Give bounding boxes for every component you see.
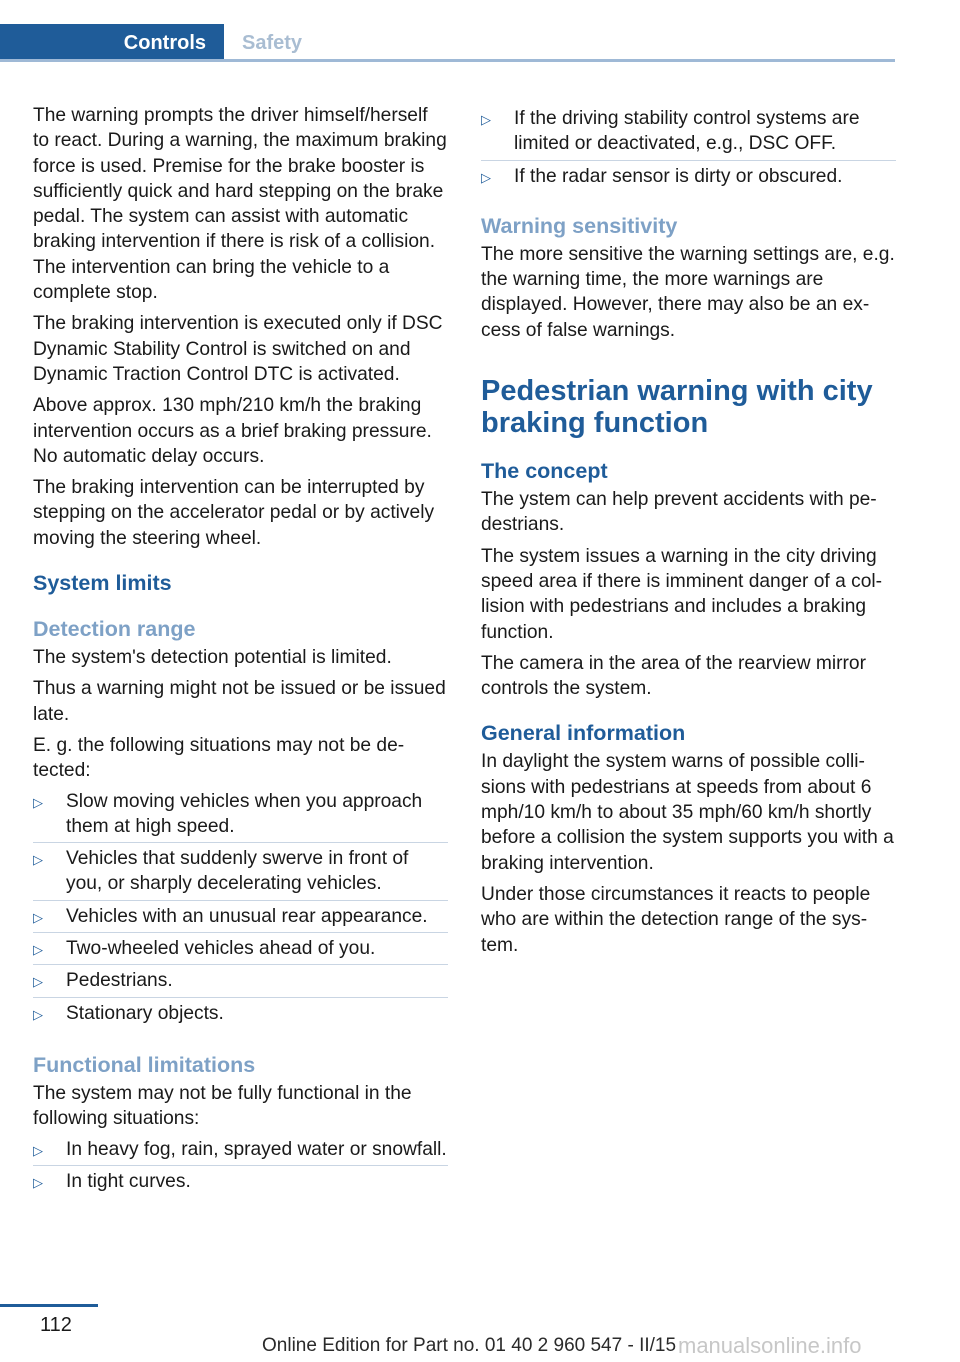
heading-system-limits: System limits bbox=[33, 571, 172, 596]
heading-functional-limitations: Functional limitations bbox=[33, 1052, 256, 1077]
functional-list bbox=[33, 1134, 448, 1198]
edition-text: Online Edition for Part no. 01 40 2 960 547 - II/15 bbox=[262, 1335, 677, 1356]
paragraph: The more sensitive the warning settings are, e.g. the warning time, the more warnings are displayed. However, there may also be an excess of false warnings. bbox=[481, 243, 895, 341]
watermark: manualsonline.info bbox=[678, 1333, 862, 1358]
triangle-bullet-icon: ▷ bbox=[33, 1142, 43, 1158]
triangle-bullet-icon: ▷ bbox=[33, 909, 43, 925]
list-item: ▷ Two-wheeled vehicles ahead of you. bbox=[33, 933, 448, 965]
page-number: 112 bbox=[40, 1314, 72, 1336]
triangle-bullet-icon: ▷ bbox=[481, 169, 491, 185]
triangle-bullet-icon: ▷ bbox=[33, 852, 43, 868]
paragraph: The camera in the area of the rearview mirror controls the system. bbox=[481, 652, 866, 700]
heading-the-concept: The concept bbox=[481, 459, 608, 484]
paragraph: Above approx. 130 mph/210 km/h the braking intervention occurs as a brief braking pressure. No automatic delay occurs. bbox=[33, 395, 432, 467]
paragraph: Thus a warning might not be issued or be issued late. bbox=[33, 678, 446, 725]
right-column bbox=[481, 103, 896, 964]
functional-list-continued bbox=[481, 103, 896, 192]
list-item: ▷ Slow moving vehicles when you approach them at high speed. bbox=[33, 786, 448, 844]
triangle-bullet-icon: ▷ bbox=[33, 794, 43, 810]
paragraph: The system's detection potential is limited. bbox=[33, 647, 392, 669]
list-item: ▷ If the driving stability control systems are limited or deactivated, e.g., DSC OFF. bbox=[481, 103, 896, 161]
paragraph: The braking intervention is executed only if DSC Dynamic Stability Control is switched on and Dynamic Traction Control DTC is activated. bbox=[33, 313, 443, 385]
top-nav bbox=[0, 0, 895, 62]
list-item: ▷ Vehicles that suddenly swerve in front of you, or sharply decelerating vehicles. bbox=[33, 843, 448, 901]
heading-warning-sensitivity: Warning sensitivity bbox=[481, 213, 678, 238]
paragraph: The warning prompts the driver himself/herself to react. During a warning, the maximum braking force is used. Premise for the brake booster is sufficiently quick and hard stepping on the brake pedal. The system can assist with automatic braking intervention if there is risk of a collision. The intervention can bring the vehicle to a complete stop. bbox=[33, 105, 447, 304]
list-item: ▷ If the radar sensor is dirty or obscured. bbox=[481, 161, 896, 192]
list-item: ▷ Pedestrians. bbox=[33, 965, 448, 997]
triangle-bullet-icon: ▷ bbox=[33, 1174, 43, 1190]
list-item: ▷ In heavy fog, rain, sprayed water or snowfall. bbox=[33, 1134, 448, 1166]
list-item: ▷ Stationary objects. bbox=[33, 998, 448, 1029]
triangle-bullet-icon: ▷ bbox=[33, 974, 43, 990]
list-item: ▷ Vehicles with an unusual rear appearance. bbox=[33, 901, 448, 933]
paragraph: The system may not be fully functional in the following situations: bbox=[33, 1082, 412, 1130]
paragraph: In daylight the system warns of possible collisions with pedestrians at speeds from about 6 mph/10 km/h to about 35 mph/60 km/h shortly before a collision the system supports you with a braking intervention. bbox=[481, 751, 894, 874]
paragraph: Under those circumstances it reacts to people who are within the detection range of the system. bbox=[481, 883, 871, 956]
footer-rule bbox=[0, 1304, 98, 1307]
tab-safety[interactable]: Safety bbox=[242, 31, 303, 54]
left-column bbox=[33, 103, 448, 1197]
header-underline bbox=[0, 59, 895, 62]
triangle-bullet-icon: ▷ bbox=[33, 1006, 43, 1022]
heading-detection-range: Detection range bbox=[33, 617, 196, 642]
paragraph: The ystem can help prevent accidents with pedestrians. bbox=[481, 489, 877, 536]
triangle-bullet-icon: ▷ bbox=[481, 112, 491, 127]
detection-list bbox=[33, 786, 448, 1029]
list-item: ▷ In tight curves. bbox=[33, 1166, 448, 1197]
paragraph: The braking intervention can be interrupted by stepping on the accelerator pedal or by actively moving the steering wheel. bbox=[33, 477, 435, 549]
tab-controls[interactable]: Controls bbox=[0, 24, 224, 62]
triangle-bullet-icon: ▷ bbox=[33, 942, 43, 958]
heading-general-information: General information bbox=[481, 721, 686, 746]
paragraph: The system issues a warning in the city driving speed area if there is imminent danger of a collision with pedestrians and includes a braking function. bbox=[481, 545, 883, 643]
heading-pedestrian-warning: Pedestrian warning with city braking function bbox=[481, 375, 873, 440]
paragraph: E. g. the following situations may not be detected: bbox=[33, 734, 405, 782]
